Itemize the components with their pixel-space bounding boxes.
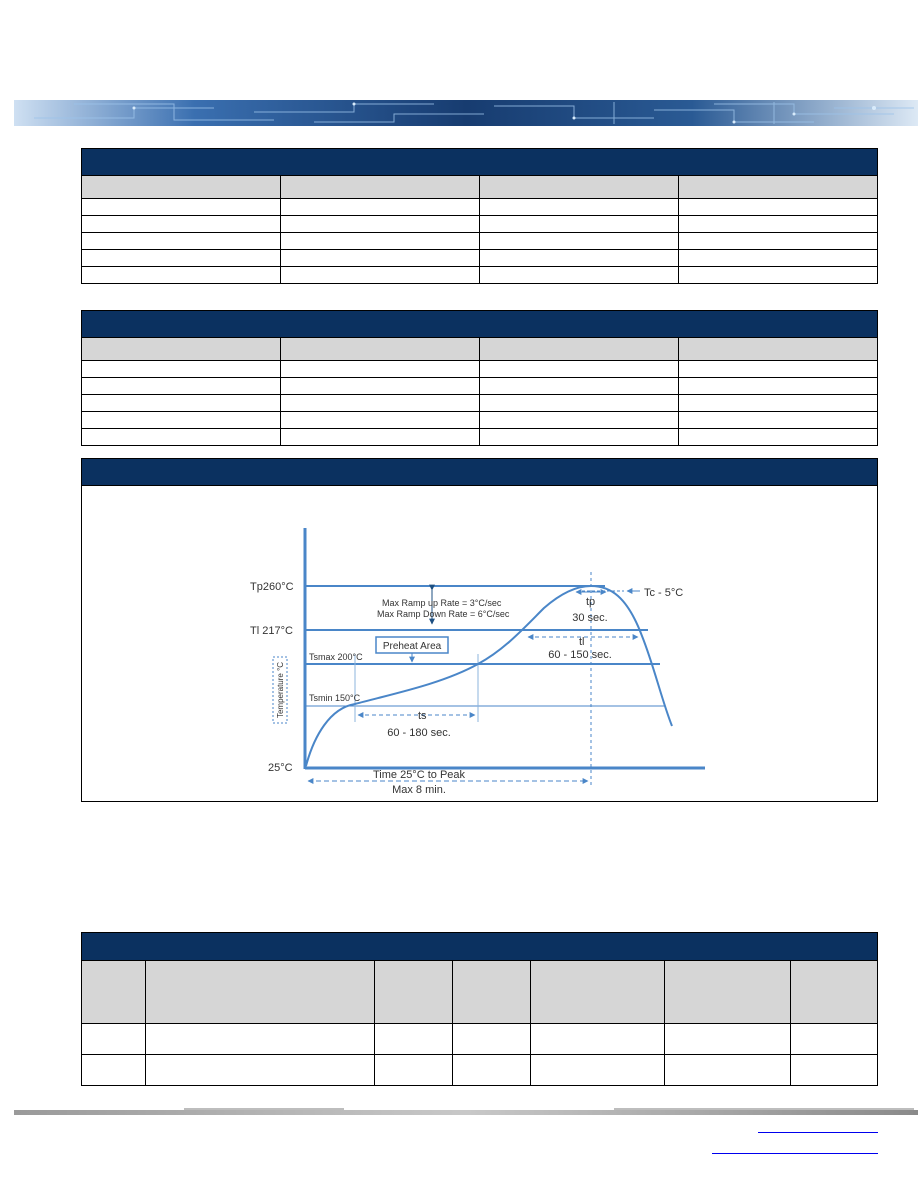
table-row bbox=[82, 1024, 877, 1055]
reflow-profile-header bbox=[82, 459, 877, 486]
tp-duration: 30 sec. bbox=[572, 612, 608, 624]
table-3-grid bbox=[82, 961, 877, 1085]
footer-link-1[interactable] bbox=[758, 1131, 878, 1133]
tsmin-label: Tsmin 150°C bbox=[309, 693, 361, 703]
ts-symbol: ts bbox=[418, 710, 427, 722]
reflow-profile-panel bbox=[81, 458, 878, 802]
table-3-header bbox=[82, 933, 877, 961]
table-row bbox=[82, 361, 877, 378]
table-row bbox=[82, 395, 877, 412]
tc-label: Tc - 5°C bbox=[644, 587, 684, 599]
table-2 bbox=[81, 310, 878, 446]
tsmax-label: Tsmax 200°C bbox=[309, 652, 363, 662]
table-row bbox=[82, 412, 877, 429]
table-2-grid bbox=[82, 338, 877, 445]
ramp-down-text: Max Ramp Down Rate = 6°C/sec bbox=[377, 609, 510, 619]
table-1-column-header-row bbox=[82, 176, 877, 199]
table-2-column-header-row bbox=[82, 338, 877, 361]
table-row bbox=[82, 233, 877, 250]
table-row bbox=[82, 378, 877, 395]
tp-symbol: tp bbox=[586, 596, 596, 608]
table-row bbox=[82, 199, 877, 216]
table-row bbox=[82, 267, 877, 284]
tl-label: Tl 217°C bbox=[250, 625, 293, 637]
table-row bbox=[82, 1055, 877, 1086]
ambient-label: 25°C bbox=[268, 762, 293, 774]
time-to-peak-label: Time 25°C to Peak bbox=[372, 769, 466, 781]
ts-duration: 60 - 180 sec. bbox=[387, 727, 451, 739]
ramp-up-text: Max Ramp up Rate = 3°C/sec bbox=[382, 598, 502, 608]
tl-symbol: tl bbox=[579, 636, 585, 648]
tp-label: Tp260°C bbox=[250, 581, 294, 593]
preheat-label: Preheat Area bbox=[382, 641, 442, 652]
reflow-profile-diagram bbox=[82, 486, 877, 800]
time-to-peak-max: Max 8 min. bbox=[392, 784, 446, 796]
tl-duration: 60 - 150 sec. bbox=[548, 649, 612, 661]
table-1 bbox=[81, 148, 878, 284]
table-1-grid bbox=[82, 176, 877, 283]
table-row bbox=[82, 216, 877, 233]
footer-rule bbox=[14, 1108, 918, 1115]
table-2-header bbox=[82, 311, 877, 338]
table-3-column-header-row bbox=[82, 961, 877, 1024]
footer-link-2[interactable] bbox=[712, 1152, 878, 1154]
table-1-header bbox=[82, 149, 877, 176]
table-row bbox=[82, 250, 877, 267]
circuit-banner bbox=[14, 100, 918, 126]
temperature-axis-label: Temperature °C bbox=[276, 661, 285, 719]
table-row bbox=[82, 429, 877, 446]
table-3 bbox=[81, 932, 878, 1086]
reflow-profile-body bbox=[82, 486, 877, 800]
